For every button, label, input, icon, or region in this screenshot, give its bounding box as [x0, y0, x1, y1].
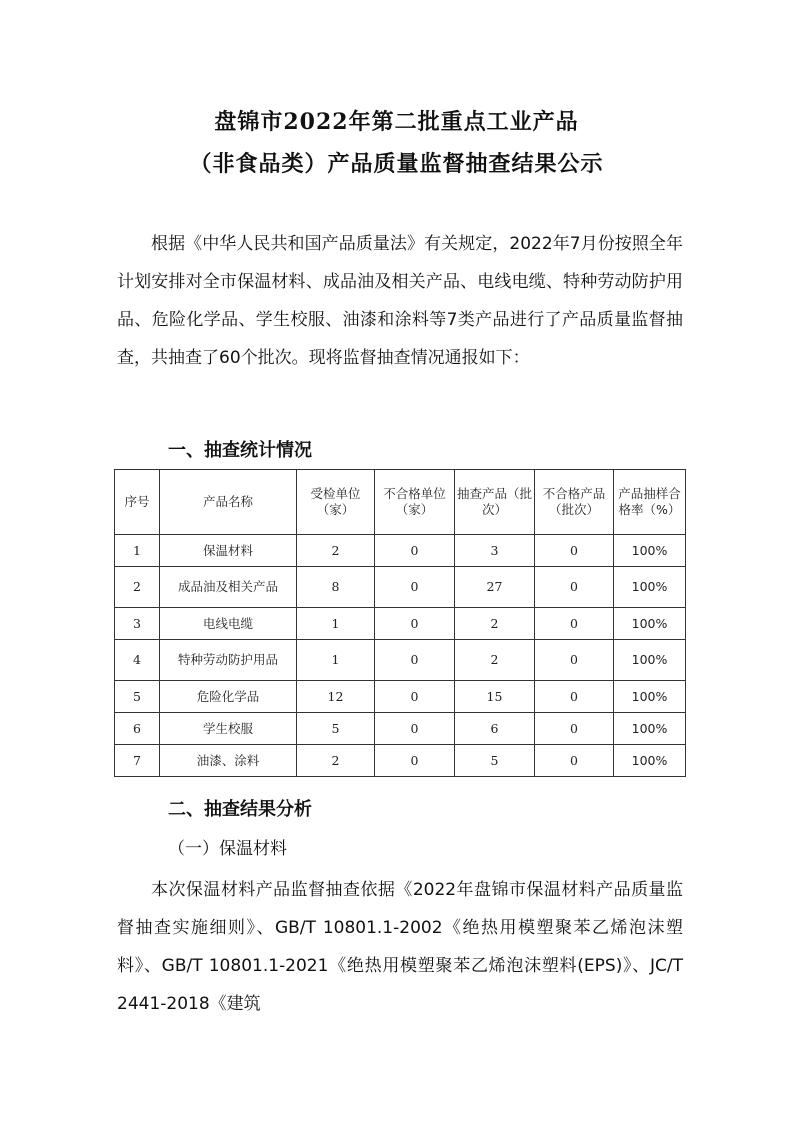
cell-product-name: 学生校服	[160, 713, 297, 745]
cell-sampled-batches: 6	[455, 713, 535, 745]
section-heading-analysis: 二、抽查结果分析	[168, 799, 312, 820]
cell-sampled-batches: 27	[455, 567, 535, 608]
cell-failed-units: 0	[375, 567, 455, 608]
cell-failed-batches: 0	[535, 567, 614, 608]
table-row	[115, 745, 686, 777]
cell-failed-batches: 0	[535, 640, 614, 681]
cell-failed-batches: 0	[535, 535, 614, 567]
cell-pass-rate: 100%	[614, 713, 686, 745]
cell-inspected-units: 5	[297, 713, 375, 745]
cell-inspected-units: 2	[297, 535, 375, 567]
cell-failed-units: 0	[375, 745, 455, 777]
cell-inspected-units: 12	[297, 681, 375, 713]
cell-product-name: 电线电缆	[160, 608, 297, 640]
cell-index: 2	[115, 567, 160, 608]
cell-failed-units: 0	[375, 608, 455, 640]
cell-inspected-units: 1	[297, 608, 375, 640]
header-sampled-batches: 抽查产品（批次）	[455, 470, 535, 535]
cell-pass-rate: 100%	[614, 745, 686, 777]
cell-failed-units: 0	[375, 681, 455, 713]
cell-product-name: 特种劳动防护用品	[160, 640, 297, 681]
table-header-row	[115, 470, 686, 535]
cell-product-name: 成品油及相关产品	[160, 567, 297, 608]
cell-product-name: 保温材料	[160, 535, 297, 567]
cell-failed-batches: 0	[535, 745, 614, 777]
table-row	[115, 640, 686, 681]
table-row	[115, 681, 686, 713]
table-row	[115, 535, 686, 567]
cell-product-name: 油漆、涂料	[160, 745, 297, 777]
cell-inspected-units: 2	[297, 745, 375, 777]
table-row	[115, 567, 686, 608]
header-index: 序号	[115, 470, 160, 535]
cell-pass-rate: 100%	[614, 535, 686, 567]
header-pass-rate: 产品抽样合格率（%）	[614, 470, 686, 535]
section-heading-statistics: 一、抽查统计情况	[168, 440, 312, 461]
cell-failed-units: 0	[375, 713, 455, 745]
intro-paragraph: 根据《中华人民共和国产品质量法》有关规定，2022年7月份按照全年计划安排对全市保温材料、成品油及相关产品、电线电缆、特种劳动防护用品、危险化学品、学生校服、油漆和涂料等7类产品进行了产品质量监督抽查，共抽查了60个批次。现将监督抽查情况通报如下：	[117, 234, 683, 368]
cell-sampled-batches: 2	[455, 640, 535, 681]
cell-index: 1	[115, 535, 160, 567]
table-row	[115, 608, 686, 640]
statistics-table	[114, 469, 686, 777]
cell-inspected-units: 1	[297, 640, 375, 681]
cell-index: 4	[115, 640, 160, 681]
cell-failed-units: 0	[375, 535, 455, 567]
cell-pass-rate: 100%	[614, 681, 686, 713]
cell-failed-units: 0	[375, 640, 455, 681]
cell-index: 5	[115, 681, 160, 713]
cell-index: 6	[115, 713, 160, 745]
cell-pass-rate: 100%	[614, 640, 686, 681]
analysis-paragraph: 本次保温材料产品监督抽查依据《2022年盘锦市保温材料产品质量监督抽查实施细则》、GB/T 10801.1-2002《绝热用模塑聚苯乙烯泡沫塑料》、GB/T 10801.1-2021《绝热用模塑聚苯乙烯泡沫塑料(EPS)》、JC/T 2441-2018《建筑	[117, 880, 683, 1014]
cell-sampled-batches: 15	[455, 681, 535, 713]
cell-pass-rate: 100%	[614, 567, 686, 608]
cell-failed-batches: 0	[535, 681, 614, 713]
cell-sampled-batches: 2	[455, 608, 535, 640]
header-product-name: 产品名称	[160, 470, 297, 535]
cell-pass-rate: 100%	[614, 608, 686, 640]
header-failed-units: 不合格单位（家）	[375, 470, 455, 535]
cell-index: 3	[115, 608, 160, 640]
cell-sampled-batches: 3	[455, 535, 535, 567]
cell-index: 7	[115, 745, 160, 777]
header-inspected-units: 受检单位（家）	[297, 470, 375, 535]
cell-failed-batches: 0	[535, 608, 614, 640]
subsection-heading-insulation: （一）保温材料	[168, 839, 287, 859]
document-title-line2: （非食品类）产品质量监督抽查结果公示	[189, 151, 604, 177]
table-row	[115, 713, 686, 745]
cell-failed-batches: 0	[535, 713, 614, 745]
cell-inspected-units: 8	[297, 567, 375, 608]
document-title-line1: 盘锦市2022年第二批重点工业产品	[214, 109, 579, 135]
cell-product-name: 危险化学品	[160, 681, 297, 713]
header-failed-batches: 不合格产品（批次）	[535, 470, 614, 535]
cell-sampled-batches: 5	[455, 745, 535, 777]
